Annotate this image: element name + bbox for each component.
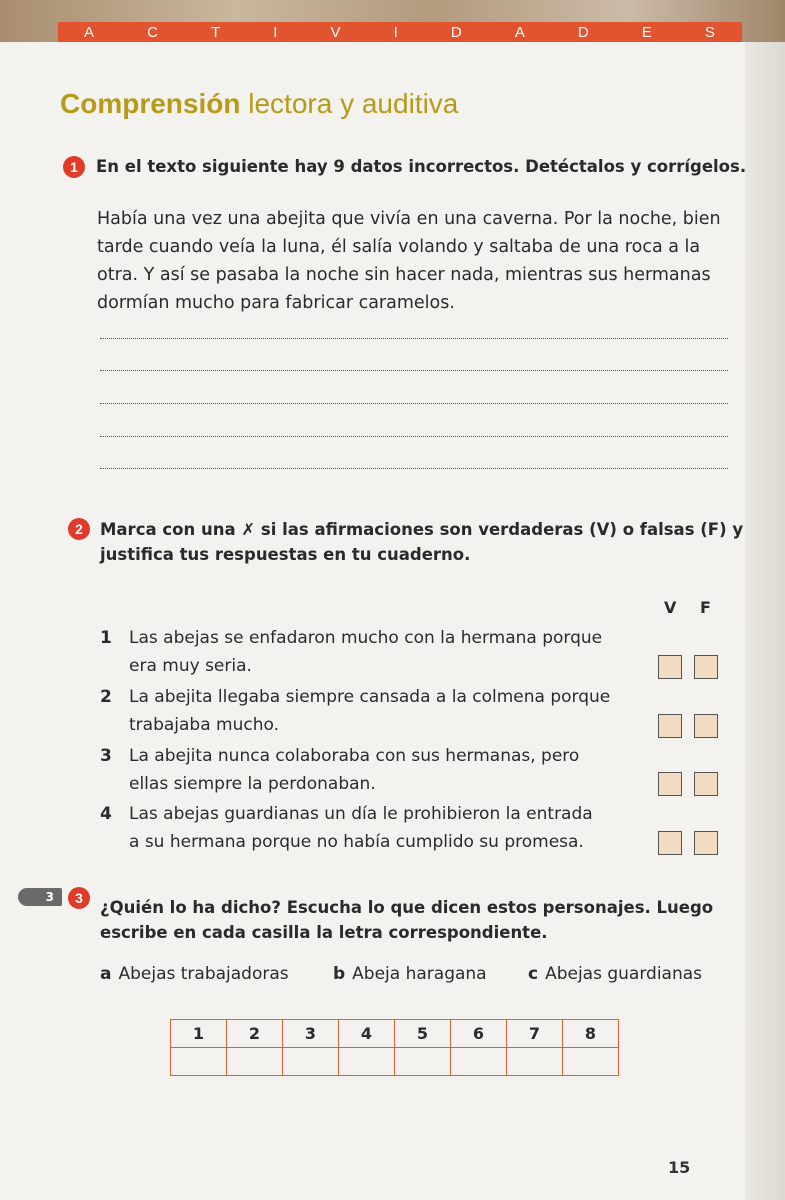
exercise-2-instruction bbox=[100, 517, 743, 567]
banner-letter: E bbox=[641, 23, 653, 41]
section-banner bbox=[58, 22, 742, 42]
answer-line[interactable] bbox=[100, 338, 728, 339]
grid-answer-cell[interactable] bbox=[339, 1048, 395, 1076]
statement bbox=[100, 742, 640, 798]
instruction-line: Marca con una ✗ si las afirmaciones son verdaderas (V) o falsas (F) y bbox=[100, 520, 744, 539]
option-letter: b bbox=[333, 964, 346, 984]
grid-answer-cell[interactable] bbox=[395, 1048, 451, 1076]
grid-header: 3 bbox=[283, 1020, 339, 1048]
option-text: Abejas trabajadoras bbox=[118, 964, 289, 984]
option-c bbox=[528, 964, 702, 984]
statement-number: 4 bbox=[100, 804, 112, 824]
instruction-line: ¿Quién lo ha dicho? Escucha lo que dicen estos personajes. Luego bbox=[100, 898, 714, 917]
exercise-1-instruction: En el texto siguiente hay 9 datos incorrectos. Detéctalos y corrígelos. bbox=[96, 157, 747, 176]
true-checkbox[interactable] bbox=[658, 714, 682, 738]
answer-line[interactable] bbox=[100, 403, 728, 404]
banner-letter: T bbox=[211, 23, 222, 41]
option-text: Abeja haragana bbox=[352, 964, 487, 984]
v-column-label: V bbox=[664, 598, 677, 617]
statement bbox=[100, 800, 640, 856]
option-letter: c bbox=[528, 964, 539, 984]
grid-header: 6 bbox=[451, 1020, 507, 1048]
false-checkbox[interactable] bbox=[694, 714, 718, 738]
statement bbox=[100, 683, 640, 739]
answer-line[interactable] bbox=[100, 436, 728, 437]
banner-letter: C bbox=[147, 23, 159, 41]
paragraph-line: Había una vez una abejita que vivía en una caverna. Por la noche, bien bbox=[97, 209, 721, 229]
audio-track-icon[interactable]: 3 bbox=[18, 888, 62, 906]
grid-header-row bbox=[171, 1020, 619, 1048]
exercise-2-number: 2 bbox=[68, 518, 90, 540]
true-checkbox[interactable] bbox=[658, 831, 682, 855]
page-edge bbox=[745, 0, 785, 1200]
answer-grid bbox=[170, 1019, 619, 1076]
true-checkbox[interactable] bbox=[658, 655, 682, 679]
option-a bbox=[100, 964, 289, 984]
grid-answer-row bbox=[171, 1048, 619, 1076]
banner-letter: A bbox=[514, 23, 526, 41]
grid-answer-cell[interactable] bbox=[563, 1048, 619, 1076]
statement bbox=[100, 624, 640, 680]
page-number: 15 bbox=[668, 1158, 691, 1177]
paragraph-line: dormían mucho para fabricar caramelos. bbox=[97, 293, 455, 313]
statement-text: Las abejas se enfadaron mucho con la hermana porque bbox=[129, 628, 603, 648]
exercise-3-number: 3 bbox=[68, 887, 90, 909]
banner-letter: I bbox=[273, 23, 279, 41]
option-text: Abejas guardianas bbox=[545, 964, 703, 984]
exercise-3-instruction bbox=[100, 895, 713, 945]
banner-letter: I bbox=[393, 23, 399, 41]
statement-text: trabajaba mucho. bbox=[129, 715, 279, 735]
grid-header: 7 bbox=[507, 1020, 563, 1048]
option-letter: a bbox=[100, 964, 112, 984]
false-checkbox[interactable] bbox=[694, 772, 718, 796]
paragraph-line: tarde cuando veía la luna, él salía volando y saltaba de una roca a la bbox=[97, 237, 701, 257]
answer-line[interactable] bbox=[100, 370, 728, 371]
answer-line[interactable] bbox=[100, 468, 728, 469]
exercise-1-number: 1 bbox=[63, 156, 85, 178]
grid-answer-cell[interactable] bbox=[227, 1048, 283, 1076]
statement-text: Las abejas guardianas un día le prohibieron la entrada bbox=[129, 804, 593, 824]
grid-header: 8 bbox=[563, 1020, 619, 1048]
grid-answer-cell[interactable] bbox=[171, 1048, 227, 1076]
banner-letter: S bbox=[704, 23, 716, 41]
f-column-label: F bbox=[700, 598, 711, 617]
instruction-line: justifica tus respuestas en tu cuaderno. bbox=[100, 545, 471, 564]
page-title bbox=[60, 88, 458, 120]
statement-text: era muy seria. bbox=[129, 656, 252, 676]
title-rest: lectora y auditiva bbox=[248, 88, 459, 119]
title-bold: Comprensión bbox=[60, 88, 241, 119]
statement-text: ellas siempre la perdonaban. bbox=[129, 774, 376, 794]
statement-number: 3 bbox=[100, 746, 112, 766]
grid-answer-cell[interactable] bbox=[507, 1048, 563, 1076]
statement-text: a su hermana porque no había cumplido su promesa. bbox=[129, 832, 584, 852]
banner-letter: A bbox=[84, 23, 96, 41]
option-b bbox=[333, 964, 487, 984]
grid-header: 4 bbox=[339, 1020, 395, 1048]
false-checkbox[interactable] bbox=[694, 831, 718, 855]
exercise-1-paragraph bbox=[97, 205, 737, 317]
banner-letter: D bbox=[450, 23, 463, 41]
grid-answer-cell[interactable] bbox=[451, 1048, 507, 1076]
paragraph-line: otra. Y así se pasaba la noche sin hacer nada, mientras sus hermanas bbox=[97, 265, 711, 285]
grid-header: 2 bbox=[227, 1020, 283, 1048]
grid-header: 5 bbox=[395, 1020, 451, 1048]
banner-letter: V bbox=[330, 23, 342, 41]
false-checkbox[interactable] bbox=[694, 655, 718, 679]
statement-number: 1 bbox=[100, 628, 112, 648]
banner-letter: D bbox=[577, 23, 590, 41]
grid-header: 1 bbox=[171, 1020, 227, 1048]
statement-number: 2 bbox=[100, 687, 112, 707]
statement-text: La abejita llegaba siempre cansada a la colmena porque bbox=[129, 687, 611, 707]
grid-answer-cell[interactable] bbox=[283, 1048, 339, 1076]
statement-text: La abejita nunca colaboraba con sus hermanas, pero bbox=[129, 746, 580, 766]
true-checkbox[interactable] bbox=[658, 772, 682, 796]
instruction-line: escribe en cada casilla la letra correspondiente. bbox=[100, 923, 548, 942]
